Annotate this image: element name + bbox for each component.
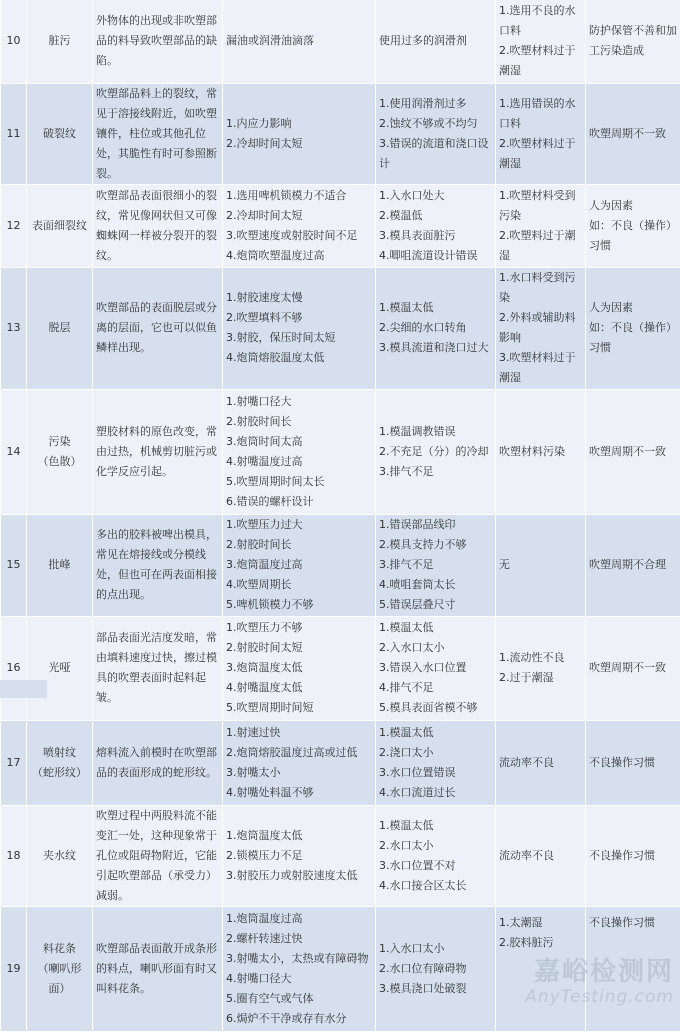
defect-description: 外物体的出现或非吹塑部品的料导致吹塑部品的缺陷。 (93, 0, 223, 83)
list-item: 2.模具支持力不够 (379, 535, 492, 555)
table-row (1, 805, 680, 906)
defect-description: 部品表面光洁度发暗，常由填料速度过快，擦过模具的吹塑表面时起料起皱。 (93, 616, 223, 720)
row-number: 14 (1, 389, 27, 514)
watermark-en: AnyTesting.com (525, 987, 674, 1007)
list-item: 5.吹塑周期时间太长 (226, 472, 372, 492)
list-item: 2.入水口太小 (379, 638, 492, 658)
material-causes (496, 514, 586, 616)
table-row (1, 0, 680, 83)
mold-causes (376, 514, 496, 616)
mold-causes (376, 906, 496, 1031)
table-row (1, 389, 680, 514)
list-item: 1.吹塑材料受到污染 (499, 186, 582, 226)
list-item: 4.射嘴温度太低 (226, 678, 372, 698)
defect-description: 多出的胶料被啤出模具，常见在熔接线或分模线处，但也可在两表面相接的点出现。 (93, 514, 223, 616)
other-causes: 吹塑周期不一致 (586, 83, 680, 184)
list-item: 3.炮筒温度太低 (226, 658, 372, 678)
defect-description: 塑胶材料的原色改变，常由过热，机械剪切脏污或化学反应引起。 (93, 389, 223, 514)
row-number: 18 (1, 805, 27, 906)
mold-causes (376, 389, 496, 514)
machine-causes (223, 906, 376, 1031)
row-number: 19 (1, 906, 27, 1031)
machine-causes (223, 83, 376, 184)
list-item: 4.射嘴处料温不够 (226, 783, 372, 803)
list-item: 2.炮筒熔胶温度过高或过低 (226, 743, 372, 763)
list-item: 流动率不良 (499, 846, 582, 866)
defect-description: 吹塑部品表面散开成条形的料点，喇叭形面有时又叫料花条。 (93, 906, 223, 1031)
list-item: 1.使用润滑剂过多 (379, 94, 492, 114)
list-item: 2.射胶时间长 (226, 412, 372, 432)
other-causes: 吹塑周期不一致 (586, 389, 680, 514)
watermark-cn: 嘉峪检测网 (525, 957, 674, 987)
list-item: 3.排气不足 (379, 462, 492, 482)
list-item: 1.炮筒温度太低 (226, 826, 372, 846)
list-item: 6.错误的螺杆设计 (226, 492, 372, 512)
list-item: 3.模具浇口处破裂 (379, 979, 492, 999)
list-item: 4.吹塑周期长 (226, 575, 372, 595)
list-item: 3.模具流道和浇口过大 (379, 338, 492, 358)
defect-description: 吹塑部品表面很细小的裂纹，常见像网状但又可像蜘蛛网一样被分裂开的裂纹。 (93, 184, 223, 267)
list-item: 3.模具表面脏污 (379, 226, 492, 246)
machine-causes (223, 267, 376, 389)
defect-name: 脱层 (27, 267, 93, 389)
material-causes (496, 906, 586, 1031)
defect-name: 料花条 （喇叭形面） (27, 906, 93, 1031)
defect-name: 夹水纹 (27, 805, 93, 906)
list-item: 2.射胶时间太短 (226, 638, 372, 658)
list-item: 1.模温太低 (379, 816, 492, 836)
list-item: 2.外料或辅助料影响 (499, 308, 582, 348)
list-item: 1.选用不良的水口料 (499, 1, 582, 41)
list-item: 5.错误层叠尺寸 (379, 595, 492, 615)
list-item: 2.锁模压力不足 (226, 846, 372, 866)
row-number: 13 (1, 267, 27, 389)
stray-highlight-block (0, 680, 47, 698)
list-item: 4.水口流道过长 (379, 783, 492, 803)
list-item: 4.水口接合区太长 (379, 876, 492, 896)
list-item: 2.冷却时间太短 (226, 206, 372, 226)
list-item: 1.选用啤机锁模力不适合 (226, 186, 372, 206)
list-item: 3.炮筒温度过高 (226, 555, 372, 575)
list-item: 1.内应力影响 (226, 114, 372, 134)
mold-causes (376, 184, 496, 267)
list-item: 5.圈有空气或气体 (226, 989, 372, 1009)
row-number: 11 (1, 83, 27, 184)
mold-causes (376, 83, 496, 184)
list-item: 流动率不良 (499, 753, 582, 773)
material-causes (496, 616, 586, 720)
list-item: 6.焗炉不干净或存有水分 (226, 1009, 372, 1029)
table-row (1, 184, 680, 267)
list-item: 2.过于潮湿 (499, 668, 582, 688)
machine-causes (223, 514, 376, 616)
list-item: 3.水口位置不对 (379, 856, 492, 876)
defect-name: 喷射纹 （蛇形纹） (27, 720, 93, 805)
defect-name: 表面细裂纹 (27, 184, 93, 267)
list-item: 2.射胶时间长 (226, 535, 372, 555)
list-item: 1.吹塑压力不够 (226, 618, 372, 638)
machine-causes (223, 389, 376, 514)
material-causes (496, 184, 586, 267)
machine-causes (223, 0, 376, 83)
mold-causes (376, 616, 496, 720)
table-row (1, 906, 680, 1031)
list-item: 1.流动性不良 (499, 648, 582, 668)
list-item: 1.模温调教错误 (379, 422, 492, 442)
list-item: 1.射嘴口径大 (226, 392, 372, 412)
list-item: 1.射速过快 (226, 723, 372, 743)
defect-name: 破裂纹 (27, 83, 93, 184)
list-item: 3.射胶压力或射胶速度太低 (226, 866, 372, 886)
list-item: 无 (499, 555, 582, 575)
list-item: 5.模具表面省模不够 (379, 698, 492, 718)
list-item: 4.唧咀流道设计错误 (379, 246, 492, 266)
mold-causes (376, 0, 496, 83)
row-number: 10 (1, 0, 27, 83)
defect-description: 吹塑部品的表面脱层或分离的层面，它也可以似鱼鳞样出现。 (93, 267, 223, 389)
other-causes: 不良操作习惯 (586, 906, 680, 1031)
list-item: 4.炮筒熔胶温度太低 (226, 348, 372, 368)
list-item: 2.水口太小 (379, 836, 492, 856)
list-item: 1.入水口处大 (379, 186, 492, 206)
list-item: 3.射嘴太小，太热或有障碍物 (226, 949, 372, 969)
material-causes (496, 267, 586, 389)
machine-causes (223, 720, 376, 805)
other-causes: 不良操作习惯 (586, 805, 680, 906)
list-item: 漏油或润滑油滴落 (226, 31, 372, 51)
list-item: 2.模温低 (379, 206, 492, 226)
list-item: 3.吹塑材料过于潮湿 (499, 348, 582, 388)
list-item: 2.吹塑材料过于潮湿 (499, 134, 582, 174)
list-item: 3.射胶，保压时间太短 (226, 328, 372, 348)
list-item: 4.喷咀套筒太长 (379, 575, 492, 595)
list-item: 2.冷却时间太短 (226, 134, 372, 154)
list-item: 4.射嘴口径大 (226, 969, 372, 989)
list-item: 1.模温太低 (379, 723, 492, 743)
list-item: 3.炮筒时间太高 (226, 432, 372, 452)
material-causes (496, 83, 586, 184)
list-item: 1.炮筒温度过高 (226, 909, 372, 929)
list-item: 3.排气不足 (379, 555, 492, 575)
mold-causes (376, 805, 496, 906)
list-item: 2.吹塑填料不够 (226, 308, 372, 328)
list-item: 2.吹塑料过于潮湿 (499, 226, 582, 266)
list-item: 1.模温太低 (379, 298, 492, 318)
table-row (1, 267, 680, 389)
list-item: 1.射胶速度太慢 (226, 288, 372, 308)
list-item: 1.模温太低 (379, 618, 492, 638)
list-item: 5.吹塑周期时间短 (226, 698, 372, 718)
list-item: 3.错误的流道和浇口设计 (379, 134, 492, 174)
table-row (1, 720, 680, 805)
list-item: 5.啤机锁模力不够 (226, 595, 372, 615)
list-item: 3.水口位置错误 (379, 763, 492, 783)
list-item: 3.射嘴太小 (226, 763, 372, 783)
list-item: 使用过多的润滑剂 (379, 31, 492, 51)
other-causes: 吹塑周期不合理 (586, 514, 680, 616)
defect-description: 熔料流入前模时在吹塑部品的表面形成的蛇形纹。 (93, 720, 223, 805)
other-causes: 人为因素 如：不良（操作）习惯 (586, 184, 680, 267)
table-row (1, 83, 680, 184)
defect-description: 吹塑部品料上的裂纹，常见于溶接线附近，如吹塑镶件，柱位或其他孔位处，其脆性有时可参照断裂。 (93, 83, 223, 184)
list-item: 2.尖细的水口转角 (379, 318, 492, 338)
list-item: 1.入水口太小 (379, 939, 492, 959)
list-item: 4.排气不足 (379, 678, 492, 698)
defect-name: 污染 （色散） (27, 389, 93, 514)
list-item: 3.错误入水口位置 (379, 658, 492, 678)
machine-causes (223, 805, 376, 906)
list-item: 1.吹塑压力过大 (226, 515, 372, 535)
list-item: 4.射嘴温度过高 (226, 452, 372, 472)
list-item: 2.水口位有障碍物 (379, 959, 492, 979)
list-item: 2.不充足（分）的冷却 (379, 442, 492, 462)
list-item: 1.选用错误的水口料 (499, 94, 582, 134)
row-number: 17 (1, 720, 27, 805)
table-row (1, 514, 680, 616)
defect-name: 光哑 (27, 616, 93, 720)
other-causes: 人为因素 如：不良（操作）习惯 (586, 267, 680, 389)
list-item: 1.错误部品线印 (379, 515, 492, 535)
other-causes: 不良操作习惯 (586, 720, 680, 805)
row-number: 16 (1, 616, 27, 720)
list-item: 2.蚀纹不够或不均匀 (379, 114, 492, 134)
machine-causes (223, 616, 376, 720)
list-item: 1.水口料受到污染 (499, 268, 582, 308)
row-number: 15 (1, 514, 27, 616)
list-item: 3.吹塑速度或射胶时间不足 (226, 226, 372, 246)
mold-causes (376, 267, 496, 389)
material-causes (496, 389, 586, 514)
list-item: 4.炮筒吹塑温度过高 (226, 246, 372, 266)
list-item: 2.胶料脏污 (499, 933, 582, 953)
list-item: 2.浇口太小 (379, 743, 492, 763)
row-number: 12 (1, 184, 27, 267)
material-causes (496, 720, 586, 805)
list-item: 2.吹塑材料过于潮湿 (499, 41, 582, 81)
table-row (1, 616, 680, 720)
material-causes (496, 0, 586, 83)
machine-causes (223, 184, 376, 267)
other-causes: 吹塑周期不一致 (586, 616, 680, 720)
other-causes: 防护保管不善和加工污染造成 (586, 0, 680, 83)
list-item: 吹塑材料污染 (499, 442, 582, 462)
defect-description: 吹塑过程中两股料流不能变汇一处，这种现象常于孔位或阻碍物附近，它能引起吹塑部品（承受力）减弱。 (93, 805, 223, 906)
mold-causes (376, 720, 496, 805)
material-causes (496, 805, 586, 906)
list-item: 1.太潮湿 (499, 913, 582, 933)
list-item: 2.螺杆转速过快 (226, 929, 372, 949)
defect-name: 脏污 (27, 0, 93, 83)
defect-name: 批峰 (27, 514, 93, 616)
